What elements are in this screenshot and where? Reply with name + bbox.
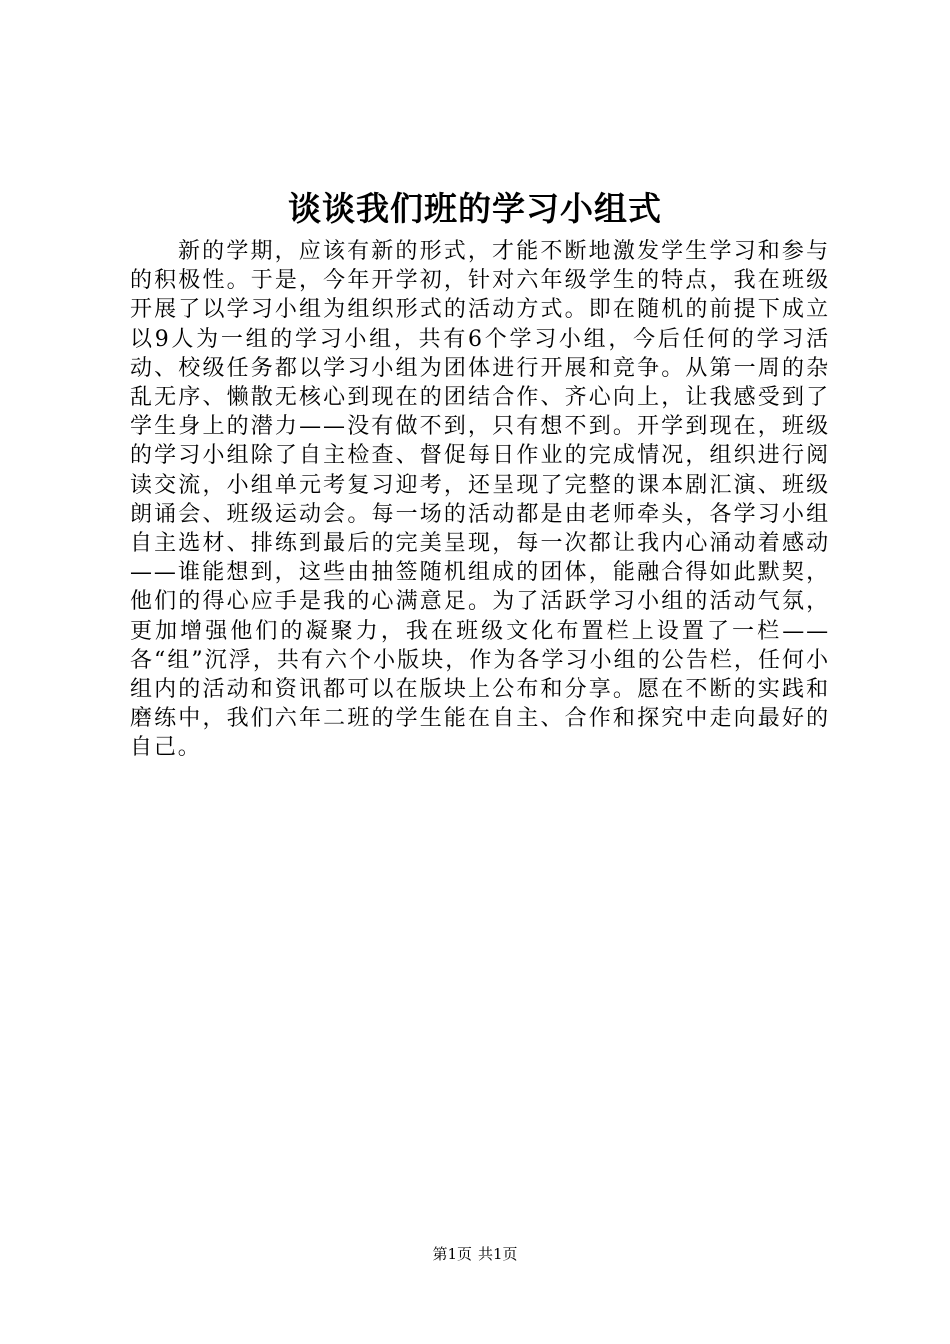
document-title: 谈谈我们班的学习小组式 <box>288 189 662 228</box>
page-total: 共1页 <box>478 1245 518 1263</box>
page-footer <box>0 1244 950 1264</box>
page-number: 第1页 <box>432 1245 472 1263</box>
body-paragraph: 新的学期，应该有新的形式，才能不断地激发学生学习和参与的积极性。于是，今年开学初，针对六年级学生的特点，我在班级开展了以学习小组为组织形式的活动方式。即在随机的前提下成立以9人为一组的学习小组，共有6个学习小组，今后任何的学习活动、校级任务都以学习小组为团体进行开展和竞争。从第一周的杂乱无序、懒散无核心到现在的团结合作、齐心向上，让我感受到了学生身上的潜力——没有做不到，只有想不到。开学到现在，班级的学习小组除了自主检查、督促每日作业的完成情况，组织进行阅读交流，小组单元考复习迎考，还呈现了完整的课本剧汇演、班级朗诵会、班级运动会。每一场的活动都是由老师牵头，各学习小组自主选材、排练到最后的完美呈现，每一次都让我内心涌动着感动——谁能想到，这些由抽签随机组成的团体，能融合得如此默契，他们的得心应手是我的心满意足。为了活跃学习小组的活动气氛，更加增强他们的凝聚力，我在班级文化布置栏上设置了一栏——各“组”沉浮，共有六个小版块，作为各学习小组的公告栏，任何小组内的活动和资讯都可以在版块上公布和分享。愿在不断的实践和磨练中，我们六年二班的学生能在自主、合作和探究中走向最好的自己。 <box>130 239 830 761</box>
